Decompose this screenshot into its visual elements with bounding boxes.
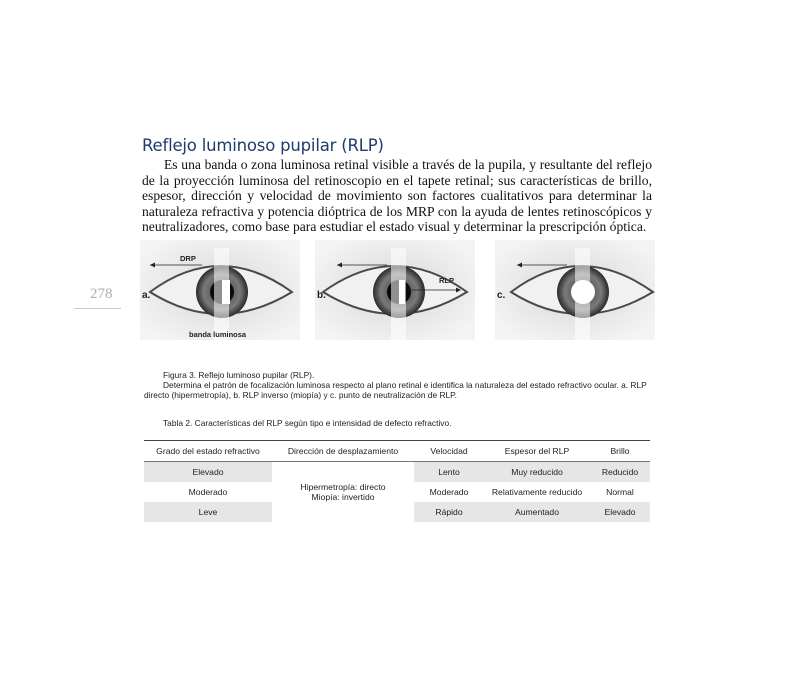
banda-luminosa-label: banda luminosa [189, 330, 247, 339]
cell-direccion-merged [272, 462, 414, 522]
eye-illustration-b [315, 240, 475, 340]
cell-grado: Elevado [144, 462, 272, 482]
figure-caption [144, 370, 664, 400]
cell-velocidad: Rápido [414, 502, 484, 522]
figure-letter-c: c. [497, 290, 506, 301]
figure-caption-title: Figura 3. Reflejo luminoso pupilar (RLP). [163, 370, 315, 380]
table-header-row [144, 441, 650, 462]
figure-letter-a: a. [142, 290, 151, 301]
rlp-label: RLP [439, 276, 454, 285]
cell-espesor: Relativamente reducido [491, 486, 583, 497]
header-direccion: Dirección de desplazamiento [272, 441, 414, 462]
eye-illustration-a [140, 240, 300, 340]
eye-panel-a [140, 240, 300, 340]
table-row [144, 462, 650, 482]
figure-caption-body: Determina el patrón de focalización luminosa respecto al plano retinal e identifica la naturaleza del estado refractivo ocular. a. RLP directo (hipermetropía), b. RLP inverso (miopía) y c. punto de neutralización de RLP. [144, 380, 647, 400]
cell-brillo: Elevado [590, 502, 650, 522]
cell-velocidad: Lento [414, 462, 484, 482]
table-caption: Tabla 2. Características del RLP según tipo e intensidad de defecto refractivo. [163, 418, 452, 428]
cell-espesor: Muy reducido [484, 462, 590, 482]
header-brillo: Brillo [590, 441, 650, 462]
cell-velocidad: Moderado [429, 486, 469, 497]
section-paragraph: Es una banda o zona luminosa retinal visible a través de la pupila, y resultante del reflejo de la proyección luminosa del retinoscopio en el tapete retinal; sus características de brillo, espesor, dirección y velocidad de movimiento son factores cualitativos para determinar la naturaleza refractiva y potencia dióptrica de los MRP con la ayuda de lentes retinoscópicos y neutralizadores, como base para estudiar el estado visual y determinar la prescripción óptica. [142, 157, 652, 234]
section-heading: Reflejo luminoso pupilar (RLP) [142, 136, 384, 155]
cell-grado: Leve [144, 502, 272, 522]
cell-grado: Moderado [188, 486, 228, 497]
eye-figure [140, 240, 660, 350]
cell-brillo: Reducido [590, 462, 650, 482]
header-espesor: Espesor del RLP [484, 441, 590, 462]
page-number-rule [74, 308, 121, 309]
eye-panel-c [495, 240, 655, 340]
cell-brillo: Normal [606, 486, 634, 497]
direccion-hipermetropia: Hipermetropía: directo [300, 481, 386, 492]
figure-letter-b: b. [317, 290, 326, 301]
drp-label: DRP [180, 254, 196, 263]
direccion-miopia: Miopía: invertido [311, 491, 375, 502]
cell-espesor: Aumentado [484, 502, 590, 522]
header-velocidad: Velocidad [414, 441, 484, 462]
eye-illustration-c [495, 240, 655, 340]
header-grado: Grado del estado refractivo [144, 441, 272, 462]
page-number: 278 [90, 286, 113, 302]
eye-panel-b [315, 240, 475, 340]
refractive-table [144, 440, 650, 522]
